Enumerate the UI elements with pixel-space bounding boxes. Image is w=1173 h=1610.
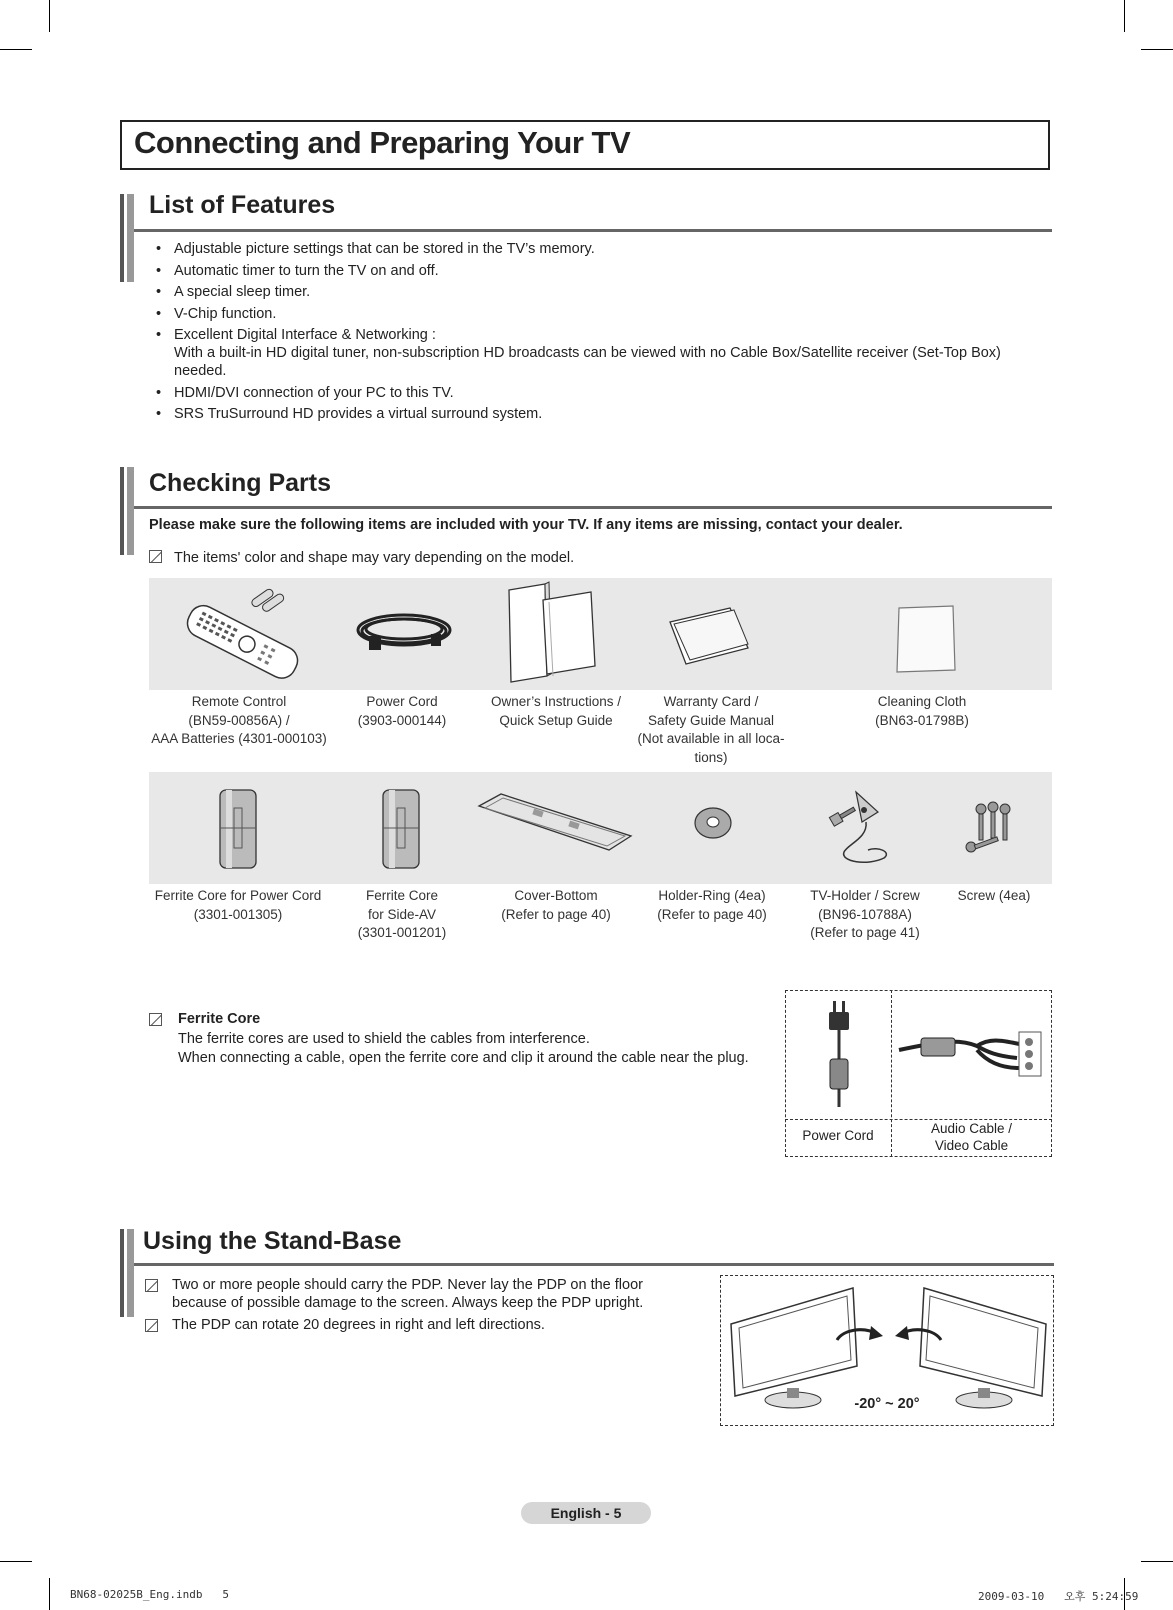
- checking-note-text: The items' color and shape may vary depending on the model.: [174, 550, 575, 566]
- caption-tv-holder-screw: [794, 887, 936, 943]
- note-icon: [145, 1319, 158, 1332]
- crop-mark: [49, 0, 50, 32]
- note-icon: [145, 1279, 158, 1292]
- ferrite-title: Ferrite Core: [178, 1011, 261, 1027]
- stand-title: Using the Stand-Base: [143, 1227, 402, 1255]
- warranty-card-icon: [668, 602, 750, 668]
- label-line: Video Cable: [934, 1138, 1009, 1153]
- caption-line: (3903-000144): [357, 712, 447, 728]
- stand-note-1: [145, 1276, 643, 1312]
- caption-line: Holder-Ring (4ea): [658, 888, 766, 903]
- caption-remote-control: [149, 693, 329, 749]
- section-rule: [134, 506, 1052, 509]
- list-item: • A special sleep timer.: [156, 283, 1036, 301]
- features-list: [156, 240, 1036, 427]
- section-rule: [134, 229, 1052, 232]
- caption-line: Owner’s Instructions /: [490, 694, 622, 709]
- tv-holder-screw-icon: [828, 788, 898, 870]
- caption-warranty-card: [631, 693, 791, 767]
- manual-booklet-icon: [505, 580, 600, 683]
- section-bar: [120, 467, 134, 555]
- caption-ferrite-core-power: [149, 887, 327, 924]
- caption-line: (3301-001305): [193, 906, 283, 922]
- caption-line: Power Cord: [366, 694, 438, 709]
- holder-ring-icon: [693, 806, 733, 840]
- list-item: • SRS TruSurround HD provides a virtual surround system.: [156, 405, 1036, 423]
- caption-line: Screw (4ea): [957, 888, 1031, 903]
- section-bar: [120, 194, 134, 282]
- page-title-box: [120, 120, 1050, 170]
- ferrite-core-power-icon: [216, 788, 260, 870]
- checking-note: [149, 550, 574, 566]
- rotating-tv-icon: [725, 1280, 1050, 1400]
- ferrite-text: When connecting a cable, open the ferrite core and clip it around the cable near the plug.: [178, 1050, 749, 1066]
- caption-line: AAA Batteries (4301-000103): [151, 731, 327, 746]
- remote-control-icon: [175, 580, 315, 690]
- list-item: • V-Chip function.: [156, 305, 1036, 323]
- note-icon: [149, 1013, 162, 1026]
- stand-note-2: [145, 1316, 545, 1334]
- note-icon: [149, 550, 162, 563]
- list-item: [156, 326, 1036, 380]
- caption-line: (Not available in all loca-: [637, 731, 785, 746]
- caption-holder-ring: [641, 887, 783, 924]
- label-audio-video-cable: [891, 1120, 1052, 1154]
- caption-line: Remote Control: [191, 694, 287, 709]
- power-cord-ferrite-icon: [824, 1001, 854, 1107]
- crop-mark: [0, 49, 32, 50]
- caption-line: Safety Guide Manual: [647, 712, 775, 728]
- label-power-cord: Power Cord: [802, 1128, 874, 1143]
- caption-cover-bottom: [485, 887, 627, 924]
- caption-line: TV-Holder / Screw: [810, 888, 920, 903]
- caption-line: tions): [694, 749, 728, 765]
- caption-cleaning-cloth: [851, 693, 993, 730]
- screw-icon: [963, 797, 1023, 859]
- caption-line: Cleaning Cloth: [877, 694, 967, 709]
- caption-line: (Refer to page 40): [501, 906, 611, 922]
- caption-line: Quick Setup Guide: [499, 712, 613, 728]
- caption-line: Ferrite Core for Power Cord: [154, 888, 322, 903]
- ferrite-core-side-av-icon: [379, 788, 423, 870]
- crop-mark: [1141, 1561, 1173, 1562]
- caption-line: Cover-Bottom: [514, 888, 598, 903]
- section-bar: [120, 1229, 134, 1317]
- av-cable-ferrite-icon: [897, 1028, 1047, 1076]
- ferrite-text: The ferrite cores are used to shield the cables from interference.: [178, 1030, 590, 1047]
- section-rule: [134, 1263, 1054, 1266]
- list-item: • HDMI/DVI connection of your PC to this TV.: [156, 384, 1036, 402]
- caption-screw: [944, 887, 1044, 906]
- crop-mark: [1124, 0, 1125, 32]
- checking-title: Checking Parts: [149, 469, 332, 497]
- page-number-badge: English - 5: [521, 1502, 651, 1524]
- crop-mark: [0, 1561, 32, 1562]
- caption-line: (3301-001201): [357, 925, 447, 940]
- caption-line: Ferrite Core: [365, 888, 438, 903]
- caption-owners-instructions: [475, 693, 637, 730]
- stand-note-text: because of possible damage to the screen. Always keep the PDP upright.: [172, 1295, 644, 1311]
- rotation-angle: -20° ~ 20°: [854, 1396, 920, 1412]
- footer-date: 2009-03-10 오후 5:24:59: [978, 1590, 1139, 1603]
- list-item: • Adjustable picture settings that can be stored in the TV’s memory.: [156, 240, 1036, 258]
- caption-power-cord: [340, 693, 464, 730]
- stand-note-text: Two or more people should carry the PDP. Never lay the PDP on the floor: [172, 1277, 643, 1293]
- caption-line: (Refer to page 40): [657, 906, 767, 922]
- caption-ferrite-core-side-av: [346, 887, 458, 943]
- page-title: Connecting and Preparing Your TV: [134, 125, 631, 160]
- stand-note-text: The PDP can rotate 20 degrees in right and left directions.: [172, 1317, 545, 1333]
- caption-line: (BN59-00856A) /: [188, 712, 290, 728]
- list-item-label: Excellent Digital Interface & Networking :: [174, 327, 436, 343]
- ferrite-note: [149, 1010, 769, 1069]
- list-item-detail: With a built-in HD digital tuner, non-subscription HD broadcasts can be viewed with no Cable Box/Satellite receiver (Set-Top Box) needed.: [174, 345, 1001, 379]
- checking-instruction: Please make sure the following items are included with your TV. If any items are missing, contact your dealer.: [149, 517, 903, 533]
- crop-mark: [49, 1578, 50, 1610]
- caption-line: (BN96-10788A): [818, 906, 912, 922]
- caption-line: (Refer to page 41): [810, 925, 920, 940]
- label-line: Audio Cable /: [930, 1121, 1013, 1136]
- footer-file: BN68-02025B_Eng.indb 5: [70, 1588, 229, 1601]
- caption-line: for Side-AV: [367, 906, 437, 922]
- cover-bottom-icon: [477, 792, 633, 852]
- list-item: • Automatic timer to turn the TV on and off.: [156, 262, 1036, 280]
- features-title: List of Features: [149, 191, 336, 219]
- caption-line: Warranty Card /: [663, 694, 759, 709]
- crop-mark: [1141, 49, 1173, 50]
- cleaning-cloth-icon: [893, 602, 959, 676]
- power-cord-icon: [349, 600, 459, 662]
- caption-line: (BN63-01798B): [875, 712, 969, 728]
